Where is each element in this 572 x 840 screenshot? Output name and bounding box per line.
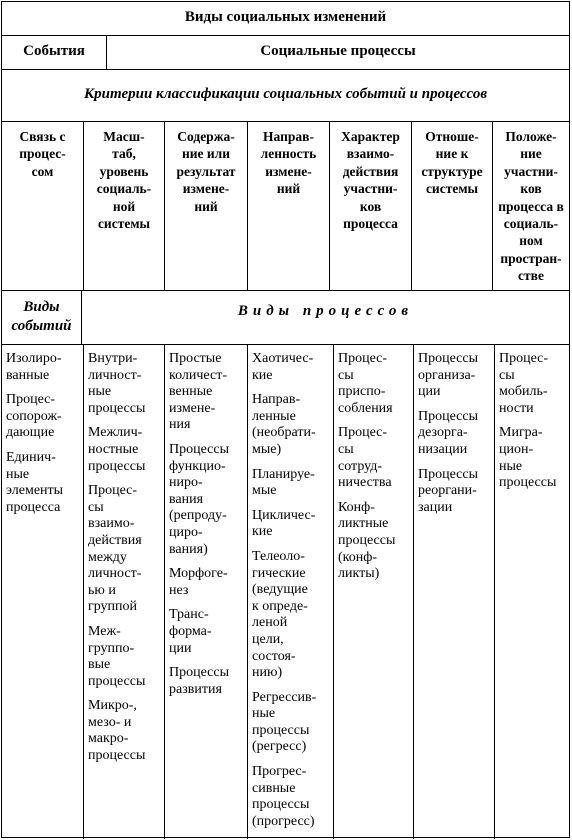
process-item: Процессы функцио- ниро- вания (репроду- циро- вания) xyxy=(169,441,229,557)
criteria-header-1: Связь с процес- сом xyxy=(19,129,66,179)
process-item: Микро-, мезо- и макро- процессы xyxy=(88,698,146,764)
process-item: Транс- форма- ции xyxy=(169,607,212,656)
process-item: Процес- сы сотруд- ничества xyxy=(338,425,392,491)
process-item: Телеоло- гические (ведущие к опреде- леной цели, состоя- нию) xyxy=(252,548,308,681)
position-column xyxy=(495,351,569,500)
process-item: Мигра- цион- ные процессы xyxy=(499,425,557,491)
events-column xyxy=(2,351,83,524)
rule-below-subheaders xyxy=(2,69,569,70)
process-item: Процес- сы мобиль- ности xyxy=(499,351,549,416)
process-item: Направ- ленные (необрати- мые) xyxy=(252,392,316,457)
process-item: Цикличес- кие xyxy=(252,507,316,540)
process-item: Процессы реоргани- зации xyxy=(418,466,478,515)
interaction-column xyxy=(334,351,413,591)
direction-column xyxy=(248,351,333,838)
criteria-header-6: Отноше- ние к структуре системы xyxy=(421,129,483,197)
criteria-header-4: Направ- ленность измене- ний xyxy=(260,129,317,197)
scale-column xyxy=(84,351,164,773)
criteria-header-7: Положе- ние участни- ков процесса в социаль- ном простран- стве xyxy=(498,129,564,284)
event-types-label: Виды событий xyxy=(11,299,72,334)
criteria-title: Критерии классификации социальных событий и процессов xyxy=(83,86,488,102)
process-item: Простые количест- венные измене- ния xyxy=(169,351,227,433)
process-item: Хаотичес- кие xyxy=(252,351,314,383)
process-item: Морфоге- нез xyxy=(169,566,228,598)
content-column xyxy=(165,351,247,706)
process-item: Межлич- ностные процессы xyxy=(88,425,146,474)
processes-column-header: Социальные процессы xyxy=(260,43,416,59)
rule-below-title xyxy=(2,35,569,36)
process-item: Процес- сопорож- дающие xyxy=(6,392,62,441)
process-item: Процессы организа- ции xyxy=(418,351,478,400)
table-title: Виды социальных изменений xyxy=(184,9,387,25)
rule-below-criteria-title xyxy=(2,121,569,122)
events-column-header: События xyxy=(23,43,85,59)
process-item: Планируе- мые xyxy=(252,466,315,499)
criteria-header-2: Масш- таб, уровень социаль- ной системы xyxy=(96,129,152,232)
process-item: Процессы дезорга- низации xyxy=(418,408,478,457)
process-item: Единич- ные элементы процесса xyxy=(6,449,64,515)
process-item: Конф- ликтные процессы (конф- ликты) xyxy=(338,499,396,582)
process-item: Процессы развития xyxy=(169,665,229,697)
structure-column xyxy=(414,351,494,524)
social-changes-table xyxy=(1,1,570,838)
process-item: Регрессив- ные процессы (регресс) xyxy=(252,689,317,755)
process-item: Процес- сы взаимо- действия между личност- ью и группой xyxy=(88,483,142,615)
rule-below-types xyxy=(2,344,569,345)
process-item: Внутри- личност- ные процессы xyxy=(88,351,146,416)
process-item: Меж- группо- вые процессы xyxy=(88,623,146,689)
process-item: Процес- сы приспо- собления xyxy=(338,351,393,416)
process-types-label: Виды процессов xyxy=(237,303,414,319)
process-item: Прогрес- сивные процессы (прогресс) xyxy=(252,764,315,829)
criteria-header-5: Характер взаимо- действия участни- ков процесса xyxy=(341,129,400,232)
rule-below-criteria xyxy=(2,290,569,291)
process-item: Изолиро- ванные xyxy=(6,351,62,383)
criteria-header-3: Содержа- ние или результат измене- ний xyxy=(176,129,236,214)
